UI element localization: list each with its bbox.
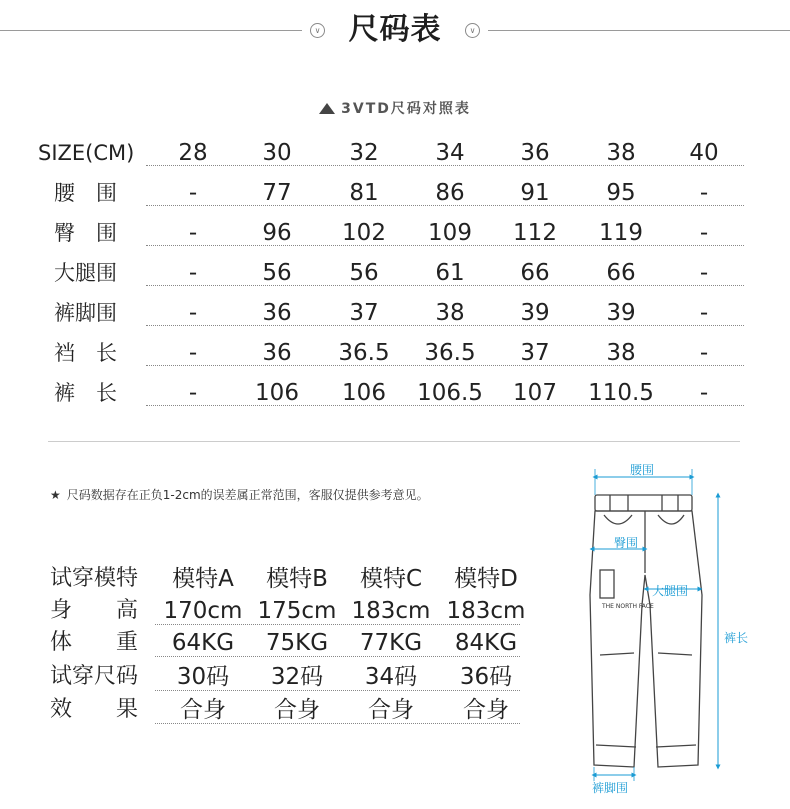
size-cell: - bbox=[188, 220, 198, 246]
size-cell: 37 bbox=[349, 300, 379, 326]
size-row-label: 裤 长 bbox=[54, 381, 117, 405]
size-cell: 36 bbox=[262, 300, 292, 326]
size-cell: 39 bbox=[606, 300, 636, 326]
size-cell: 38 bbox=[606, 340, 636, 366]
size-cell: 36.5 bbox=[338, 340, 390, 366]
hem-label: 裤脚围 bbox=[592, 781, 629, 795]
row-dotted-line bbox=[146, 365, 744, 366]
size-cell: 106.5 bbox=[417, 380, 483, 406]
model-cell: 合身 bbox=[463, 697, 509, 723]
page-title: 尺码表 bbox=[348, 12, 442, 47]
model-cell: 32码 bbox=[270, 664, 324, 690]
model-cell: 合身 bbox=[180, 697, 226, 723]
model-cell: 合身 bbox=[274, 697, 320, 723]
size-column-header: 30 bbox=[262, 140, 292, 166]
size-cell: 119 bbox=[599, 220, 643, 246]
row-dotted-line bbox=[146, 325, 744, 326]
title-rule-right bbox=[488, 30, 790, 31]
size-cell: 106 bbox=[342, 380, 386, 406]
asterisk-icon: ★ bbox=[50, 488, 61, 502]
size-column-header: 28 bbox=[178, 140, 208, 166]
size-cell: - bbox=[699, 340, 709, 366]
row-dotted-line bbox=[146, 245, 744, 246]
size-column-header: 38 bbox=[606, 140, 636, 166]
size-cell: 39 bbox=[520, 300, 550, 326]
model-cell: 170cm bbox=[163, 598, 243, 624]
model-row-label: 效 果 bbox=[50, 697, 139, 722]
size-row-label: 大腿围 bbox=[54, 261, 117, 285]
size-cell: - bbox=[188, 260, 198, 286]
size-column-header: 32 bbox=[349, 140, 379, 166]
size-cell: - bbox=[699, 220, 709, 246]
size-cell: 91 bbox=[520, 180, 550, 206]
model-cell: 183cm bbox=[351, 598, 431, 624]
note-text: ★ 尺码数据存在正负1-2cm的误差属正常范围，客服仅提供参考意见。 bbox=[50, 488, 429, 502]
model-dotted-line bbox=[155, 656, 520, 657]
size-cell: 112 bbox=[513, 220, 557, 246]
model-cell: 30码 bbox=[176, 664, 230, 690]
size-cell: 36 bbox=[262, 340, 292, 366]
size-cell: 66 bbox=[520, 260, 550, 286]
size-cell: 110.5 bbox=[588, 380, 654, 406]
size-cell: 95 bbox=[606, 180, 636, 206]
model-cell: 34码 bbox=[364, 664, 418, 690]
model-row-label: 体 重 bbox=[50, 630, 139, 655]
size-cell: - bbox=[699, 300, 709, 326]
size-cell: 96 bbox=[262, 220, 292, 246]
size-cell: 66 bbox=[606, 260, 636, 286]
size-cell: - bbox=[188, 180, 198, 206]
size-cell: 61 bbox=[435, 260, 465, 286]
size-cell: 56 bbox=[349, 260, 379, 286]
model-row-label: 身 高 bbox=[50, 598, 139, 623]
size-header-label: SIZE(CM) bbox=[38, 141, 135, 165]
chevron-down-icon: ∨ bbox=[310, 23, 325, 38]
size-cell: 106 bbox=[255, 380, 299, 406]
size-row-label: 臀 围 bbox=[54, 221, 117, 245]
size-cell: 37 bbox=[520, 340, 550, 366]
size-column-header: 40 bbox=[689, 140, 719, 166]
size-cell: 107 bbox=[513, 380, 557, 406]
size-row-label: 腰 围 bbox=[54, 181, 117, 205]
size-row-label: 裤脚围 bbox=[54, 301, 117, 325]
size-cell: - bbox=[188, 380, 198, 406]
size-column-header: 36 bbox=[520, 140, 550, 166]
row-dotted-line bbox=[146, 405, 744, 406]
brand-logo: THE NORTH FACE bbox=[602, 603, 654, 610]
waist-label: 腰围 bbox=[630, 463, 655, 477]
model-column-header: 模特B bbox=[266, 566, 328, 592]
model-cell: 36码 bbox=[459, 664, 513, 690]
model-cell: 175cm bbox=[257, 598, 337, 624]
model-header-label: 试穿模特 bbox=[50, 566, 139, 591]
size-column-header: 34 bbox=[435, 140, 465, 166]
model-cell: 64KG bbox=[171, 630, 235, 656]
size-cell: 36.5 bbox=[424, 340, 476, 366]
size-cell: - bbox=[699, 260, 709, 286]
model-cell: 合身 bbox=[368, 697, 414, 723]
model-row-label: 试穿尺码 bbox=[50, 664, 139, 689]
section-divider bbox=[48, 441, 740, 442]
pants-illustration bbox=[570, 455, 785, 805]
chevron-down-icon: ∨ bbox=[465, 23, 480, 38]
size-cell: 38 bbox=[435, 300, 465, 326]
size-cell: 86 bbox=[435, 180, 465, 206]
size-cell: 56 bbox=[262, 260, 292, 286]
hip-label: 臀围 bbox=[614, 536, 639, 550]
size-cell: - bbox=[188, 300, 198, 326]
row-dotted-line bbox=[146, 285, 744, 286]
size-row-label: 裆 长 bbox=[54, 341, 117, 365]
size-cell: - bbox=[188, 340, 198, 366]
size-cell: - bbox=[699, 380, 709, 406]
model-dotted-line bbox=[155, 723, 520, 724]
size-cell: 77 bbox=[262, 180, 292, 206]
model-column-header: 模特D bbox=[454, 566, 518, 592]
model-cell: 75KG bbox=[265, 630, 329, 656]
model-cell: 84KG bbox=[454, 630, 518, 656]
size-cell: 109 bbox=[428, 220, 472, 246]
size-cell: 81 bbox=[349, 180, 379, 206]
model-cell: 77KG bbox=[359, 630, 423, 656]
thigh-label: 大腿围 bbox=[652, 584, 689, 598]
size-cell: - bbox=[699, 180, 709, 206]
length-label: 裤长 bbox=[724, 631, 749, 645]
size-cell: 102 bbox=[342, 220, 386, 246]
model-cell: 183cm bbox=[446, 598, 526, 624]
row-dotted-line bbox=[146, 205, 744, 206]
triangle-icon bbox=[319, 103, 335, 114]
table-subtitle: 3VTD尺码对照表 bbox=[0, 98, 790, 118]
model-dotted-line bbox=[155, 624, 520, 625]
model-column-header: 模特C bbox=[359, 566, 423, 592]
model-column-header: 模特A bbox=[172, 566, 234, 592]
pants-diagram bbox=[570, 455, 785, 805]
model-dotted-line bbox=[155, 690, 520, 691]
row-dotted-line bbox=[146, 165, 744, 166]
